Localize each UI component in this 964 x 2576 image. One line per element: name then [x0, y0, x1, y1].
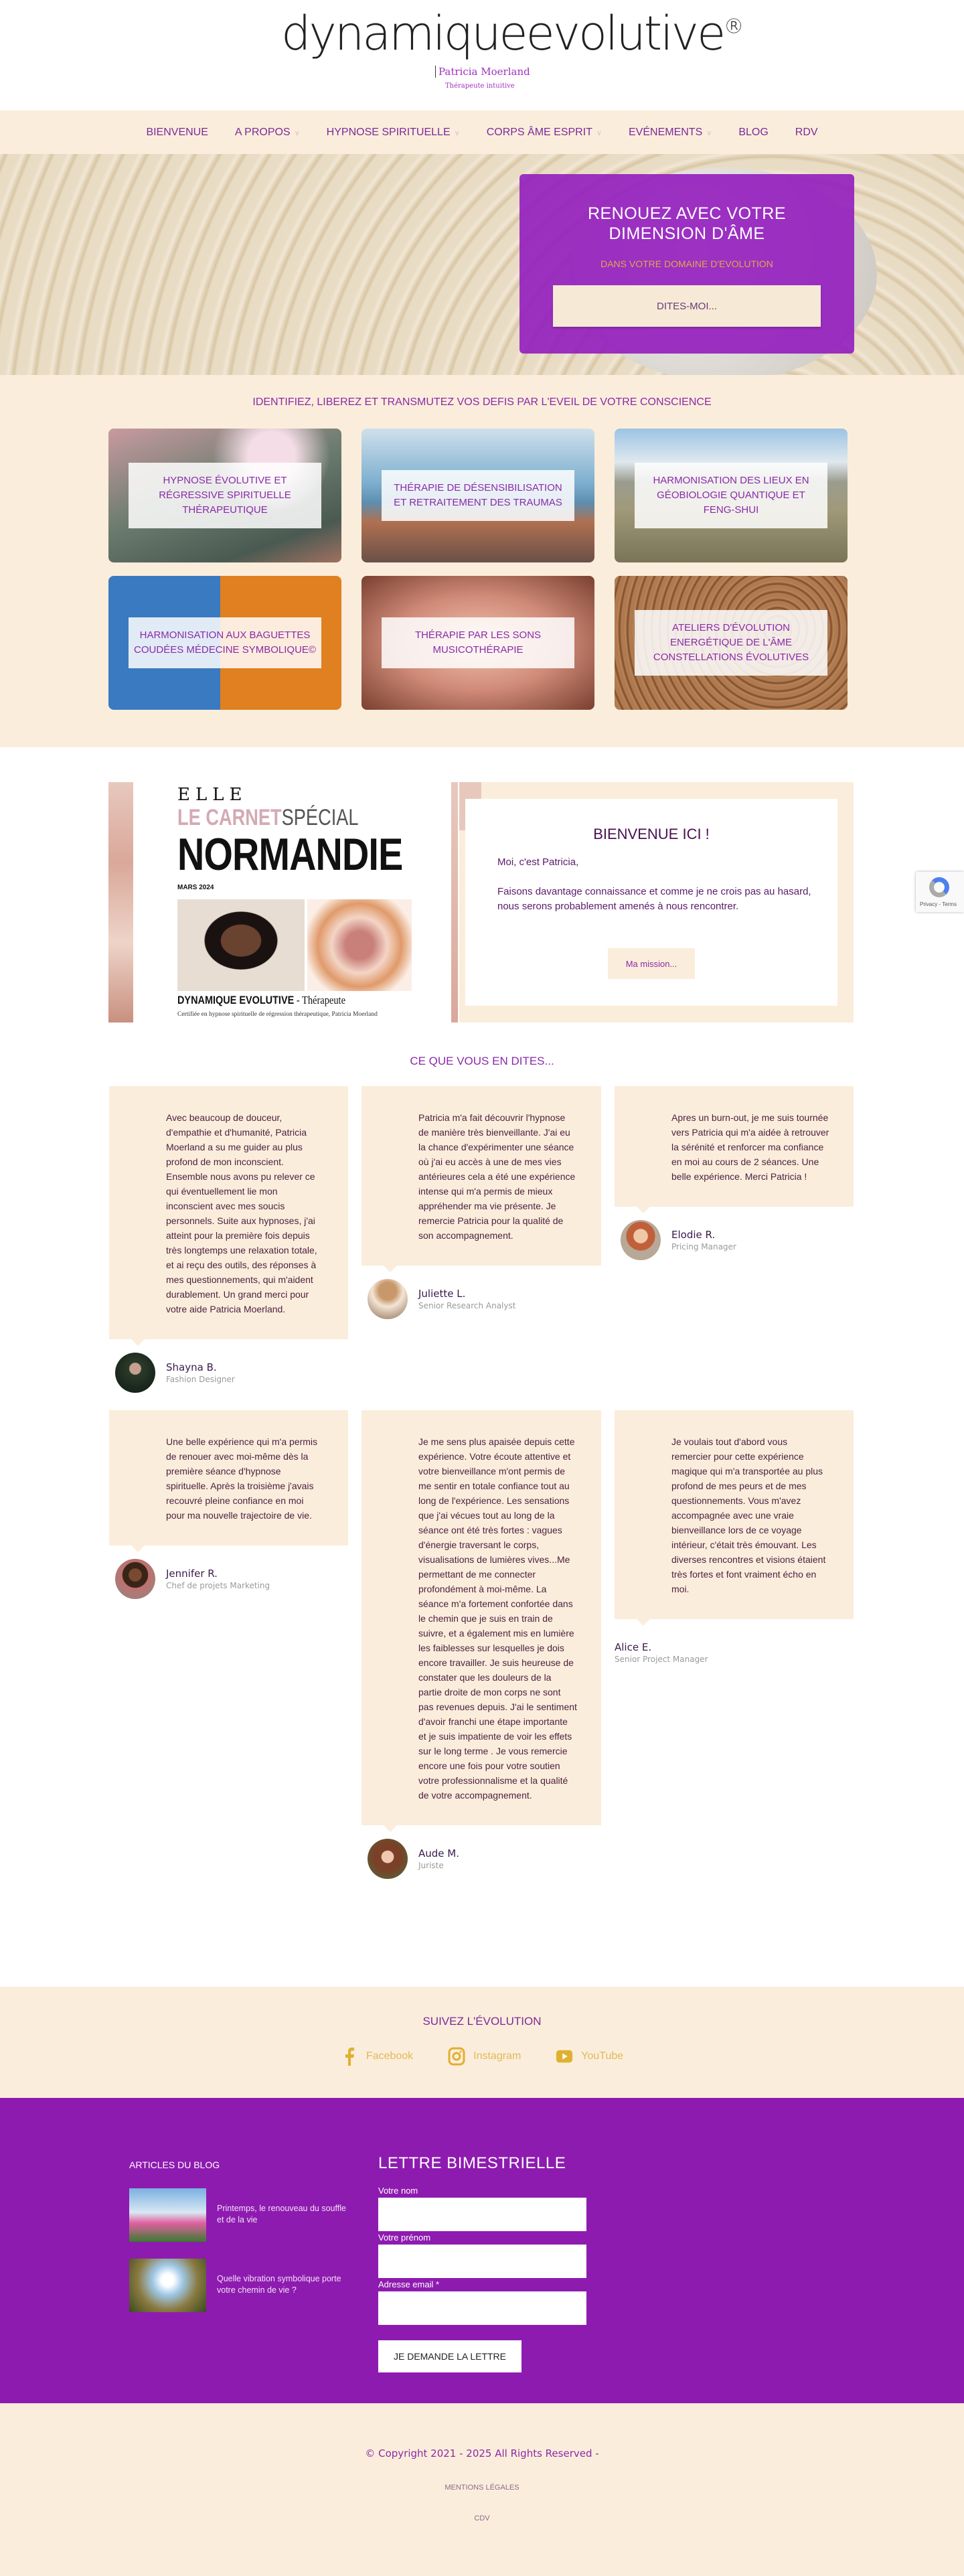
chevron-down-icon: ∨ [706, 129, 712, 137]
service-card-desensibilisation[interactable] [362, 429, 594, 562]
nav-bienvenue[interactable] [146, 127, 208, 139]
testimonial-author [615, 1633, 854, 1673]
facebook-icon [341, 2047, 358, 2066]
welcome-card [465, 799, 837, 1006]
logo-tagline: Thérapeute intuitive [445, 82, 515, 90]
name-label: Votre nom [378, 2186, 418, 2196]
name-input[interactable] [378, 2198, 586, 2231]
service-card-hypnose[interactable] [108, 429, 341, 562]
firstname-label: Votre prénom [378, 2232, 431, 2243]
testimonial-text: Je me sens plus apaisée depuis cette expérience. Votre écoute attentive et votre bienveillance m'ont permis de me sentir en totale confiance tout au long de l'expérience. Les sensations que j'ai vécues tout au long de la séance ont été très fortes : vagues d'énergie traversant le corps, visualisations de lumières vives...Me permettant de me connecter profondément à moi-même. La séance m'a fortement confortée dans le chemin que je suis en train de suivre, et a également mis en lumière les faiblesses sur lesquelles je dois encore travailler. Je suis heureuse de constater que les douleurs de la partie droite de mon corps ne sont pas revenues depuis. J'ai le sentiment d'avoir franchi une étape importante et je suis impatiente de voir les effets sur le long terme . Je vous remercie encore une fois pour votre soutien votre professionnalisme et la qualité de votre accompagnement. [418, 1436, 577, 1801]
newsletter-title: LETTRE BIMESTRIELLE [378, 2154, 566, 2172]
testimonial-role: Senior Project Manager [615, 1654, 708, 1664]
testimonial-name: Jennifer R. [166, 1567, 218, 1580]
patricia-photo [177, 899, 305, 991]
testimonial-author [362, 1839, 601, 1879]
elle-magazine-image [108, 782, 458, 1022]
testimonial-role: Juriste [418, 1860, 444, 1870]
social-links [0, 2047, 964, 2066]
testimonial-role: Senior Research Analyst [418, 1300, 516, 1310]
testimonial-name: Juliette L. [418, 1287, 466, 1300]
footer [0, 2098, 964, 2403]
article-thumbnail [129, 2259, 206, 2312]
logo-registered-mark: ® [724, 15, 742, 39]
testimonial-bubble [362, 1086, 601, 1266]
hero-banner [0, 154, 964, 375]
social-label: Facebook [366, 2050, 414, 2062]
testimonial-text: Je voulais tout d'abord vous remercier pour cette expérience magique qui m'a transportée au plus profond de mes peurs et de mes questionnements. Vous m'avez accompagnée avec une vraie bienveillance lors de ce voyage intérieur, c'était très émouvant. Les diverses rencontres et visions étaient très fortes et font vraiment écho en moi. [671, 1436, 826, 1594]
testimonial [362, 1410, 601, 1879]
testimonial [109, 1086, 348, 1393]
testimonial-author [362, 1279, 601, 1319]
flower-of-life-image [307, 899, 412, 991]
testimonial-name: Aude M. [418, 1847, 459, 1860]
testimonial-name: Alice E. [615, 1641, 652, 1653]
testimonial-author [109, 1559, 348, 1599]
nav-label: RDV [795, 126, 818, 138]
newsletter-submit-button[interactable]: JE DEMANDE LA LETTRE [378, 2340, 521, 2372]
testimonial-name: Elodie R. [671, 1228, 716, 1241]
avatar [621, 1220, 661, 1260]
hero-title [519, 204, 854, 244]
testimonial-bubble [109, 1086, 348, 1339]
logo[interactable] [281, 6, 742, 61]
hero-title-line: RENOUEZ AVEC VOTRE [587, 204, 787, 223]
nav-rdv[interactable] [795, 127, 818, 139]
article-title: Printemps, le renouveau du souffle et de la vie [217, 2204, 346, 2224]
email-label: Adresse email * [378, 2279, 440, 2289]
cdv-link[interactable]: CDV [474, 2514, 490, 2522]
testimonial-text: Patricia m'a fait découvrir l'hypnose de manière très bienveillante. J'ai eu la chance d'expérimenter une séance où j'ai eu accès à une de mes vies antérieures cela a été une expérience intense qui m'a permis de mieux appréhender ma vie présente. Je remercie Patricia pour la qualité de son accompagnement. [418, 1112, 576, 1241]
welcome-greeting: Moi, c'est Patricia, [497, 856, 579, 868]
copyright: © Copyright 2021 - 2025 All Rights Reserved - [365, 2447, 599, 2459]
recaptcha-links: Privacy - Terms [920, 901, 957, 907]
testimonial-text: Une belle expérience qui m'a permis de renouer avec moi-même dès la première séance d'hypnose spirituelle. Après la troisième j'avais recouvré pleine confiance en moi pour ma nouvelle trajectoire de vie. [166, 1436, 318, 1521]
hero-subtitle: DANS VOTRE DOMAINE D'EVOLUTION [600, 258, 773, 269]
service-card-label: HARMONISATION DES LIEUX EN GÉOBIOLOGIE QUANTIQUE ET FENG-SHUI [635, 463, 827, 528]
recaptcha-icon [929, 877, 949, 897]
testimonial [615, 1086, 854, 1260]
testimonial-author [615, 1220, 854, 1260]
press-caption: Certifiée en hypnose spirituelle de régression thérapeutique, Patricia Moerland [177, 1011, 378, 1018]
service-card-geobiologie[interactable] [615, 429, 848, 562]
logo-text: dynamiqueevolutive [281, 6, 724, 61]
testimonial-bubble [615, 1410, 854, 1619]
testimonial-role: Pricing Manager [671, 1241, 736, 1252]
testimonial-author [109, 1353, 348, 1393]
ma-mission-button[interactable]: Ma mission... [608, 948, 695, 979]
nav-label: HYPNOSE SPIRITUELLE [326, 126, 451, 138]
youtube-icon [556, 2047, 573, 2066]
follow-section [0, 1987, 964, 2098]
nav-blog[interactable] [738, 127, 768, 139]
testimonial-role: Chef de projets Marketing [166, 1580, 270, 1590]
dites-moi-button[interactable]: DITES-MOI... [553, 285, 821, 327]
service-card-label: THÉRAPIE PAR LES SONS MUSICOTHÉRAPIE [382, 617, 574, 668]
follow-heading: SUIVEZ L'ÉVOLUTION [422, 2015, 542, 2028]
nav-corps-ame-esprit[interactable] [487, 127, 602, 139]
testimonial [615, 1410, 854, 1673]
issue-date: MARS 2024 [177, 884, 214, 891]
decorative-edge [108, 782, 133, 1022]
social-label: Instagram [473, 2050, 521, 2062]
service-card-baguettes[interactable] [108, 576, 341, 710]
service-card-label: ATELIERS D'ÉVOLUTION ENERGÉTIQUE DE L'ÂME CONSTELLATIONS ÉVOLUTIVES [635, 610, 827, 676]
testimonial-role: Fashion Designer [166, 1374, 235, 1384]
testimonial-text: Avec beaucoup de douceur, d'empathie et d'humanité, Patricia Moerland a su me guider au plus profond de mon inconscient. Ensemble nous avons pu relever ce qui éventuellement lie mon inconscient avec mes soucis personnels. Suite aux hypnoses, j'ai atteint pour la première fois depuis très longtemps une relaxation totale, et ai reçu des outils, des réponses à mes questionnements, qui m'aident durablement. Un grand merci pour votre aide Patricia Moerland. [166, 1112, 317, 1314]
testimonial-bubble [362, 1410, 601, 1825]
welcome-title: BIENVENUE ICI ! [593, 826, 710, 842]
chevron-down-icon: ∨ [454, 129, 460, 137]
hero-callout [519, 174, 854, 354]
nav-label: CORPS ÂME ESPRIT [486, 126, 592, 138]
nav-evenements[interactable] [629, 127, 712, 139]
nav-label: BLOG [738, 126, 769, 138]
services-heading: IDENTIFIEZ, LIBEREZ ET TRANSMUTEZ VOS DEFIS PAR L'EVEIL DE VOTRE CONSCIENCE [252, 396, 712, 408]
instagram-icon [448, 2047, 465, 2066]
youtube-link[interactable] [556, 2047, 623, 2066]
nav-label: BIENVENUE [146, 126, 208, 138]
mentions-legales-link[interactable]: MENTIONS LÉGALES [445, 2484, 519, 2492]
nav-hypnose-spirituelle[interactable] [327, 127, 460, 139]
press-brand [177, 994, 345, 1007]
testimonial-bubble [109, 1410, 348, 1545]
testimonial-name: Shayna B. [166, 1361, 217, 1373]
avatar [115, 1353, 155, 1393]
region-title: NORMANDIE [177, 829, 403, 880]
hero-title-line: DIMENSION D'ÂME [609, 224, 765, 243]
service-card-label: HARMONISATION AUX BAGUETTES COUDÉES MÉDECINE SYMBOLIQUE© [129, 617, 321, 668]
testimonial-bubble [615, 1086, 854, 1207]
avatar [368, 1279, 408, 1319]
blog-article-link[interactable] [129, 2259, 357, 2312]
brand-name: DYNAMIQUE EVOLUTIVE [177, 994, 295, 1006]
bottom-bar [0, 2403, 964, 2576]
avatar [368, 1839, 408, 1879]
email-input[interactable] [378, 2291, 586, 2325]
brand-role: - Thérapeute [294, 994, 345, 1006]
article-thumbnail [129, 2188, 206, 2242]
logo-name: Patricia Moerland [435, 66, 530, 78]
chevron-down-icon: ∨ [294, 129, 300, 137]
instagram-link[interactable] [448, 2047, 521, 2066]
carnet-title [177, 806, 359, 829]
avatar [115, 1559, 155, 1599]
service-card-sons[interactable] [362, 576, 594, 710]
service-card-ateliers[interactable] [615, 576, 848, 710]
facebook-link[interactable] [341, 2047, 413, 2066]
firstname-input[interactable] [378, 2245, 586, 2278]
services-section [0, 375, 964, 747]
social-label: YouTube [581, 2050, 624, 2062]
testimonials-grid [109, 1086, 854, 1879]
blog-article-link[interactable] [129, 2188, 357, 2242]
service-card-label: HYPNOSE ÉVOLUTIVE ET RÉGRESSIVE SPIRITUELLE THÉRAPEUTIQUE [129, 463, 321, 528]
testimonial [362, 1086, 601, 1319]
articles-heading: ARTICLES DU BLOG [129, 2160, 220, 2170]
testimonial-text: Apres un burn-out, je me suis tournée vers Patricia qui m'a aidée à retrouver la sérénité et renforcer ma confiance en moi au cours de 2 séances. Une belle expérience. Merci Patricia ! [671, 1112, 829, 1182]
elle-logo: ELLE [177, 785, 248, 805]
special-label: SPÉCIAL [281, 805, 359, 830]
site-header [0, 0, 964, 110]
nav-a-propos[interactable] [235, 127, 300, 139]
nav-label: A PROPOS [234, 126, 291, 138]
decorative-edge [451, 782, 458, 1022]
main-nav [0, 110, 964, 154]
article-title: Quelle vibration symbolique porte votre chemin de vie ? [217, 2274, 341, 2295]
carnet-label: LE CARNET [177, 805, 282, 830]
service-card-label: THÉRAPIE DE DÉSENSIBILISATION ET RETRAITEMENT DES TRAUMAS [382, 470, 574, 521]
welcome-body: Faisons davantage connaissance et comme je ne crois pas au hasard, nous serons probablement amenés à nous rencontrer. [497, 886, 811, 912]
testimonials-heading: CE QUE VOUS EN DITES... [410, 1055, 554, 1067]
recaptcha-badge[interactable] [916, 872, 964, 912]
nav-label: EVÉNEMENTS [629, 126, 703, 138]
testimonial [109, 1410, 348, 1599]
chevron-down-icon: ∨ [596, 129, 602, 137]
